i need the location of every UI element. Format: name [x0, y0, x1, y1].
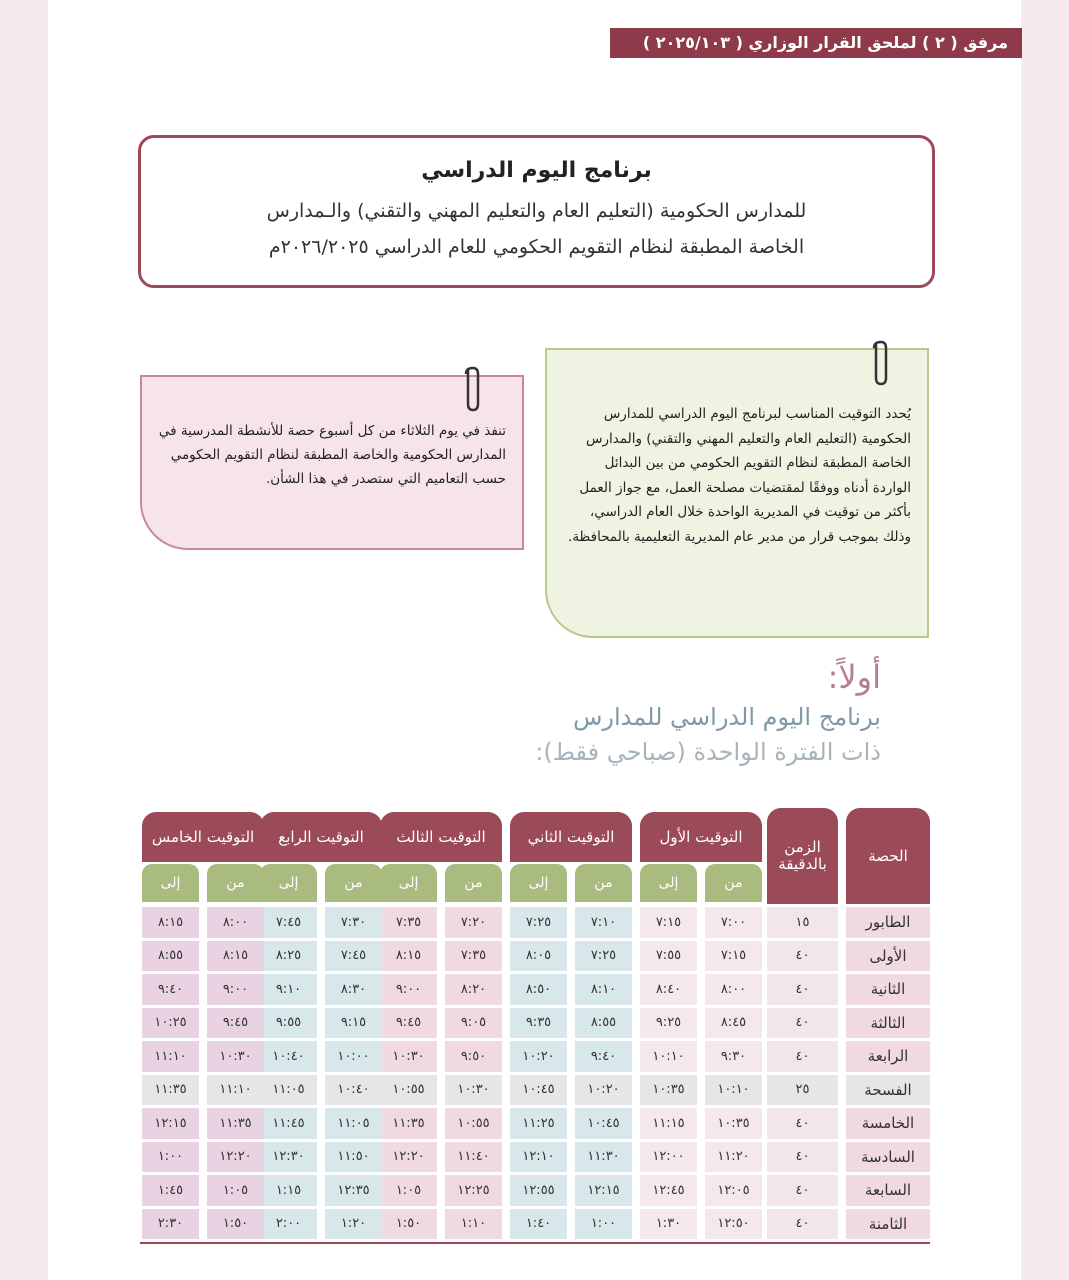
table-cell-to: ٩:٣٥ — [510, 1008, 567, 1039]
table-cell-from: ١٢:٠٥ — [705, 1175, 762, 1206]
table-cell-to: ١٠:٤٠ — [260, 1041, 317, 1072]
table-cell-to: ٩:١٠ — [260, 974, 317, 1005]
table-cell-from: ٨:١٥ — [207, 941, 264, 972]
table-cell-to: ١:٠٠ — [142, 1142, 199, 1173]
table-cell-from: ١٢:١٥ — [575, 1175, 632, 1206]
table-cell-to: ١٠:٣٥ — [640, 1075, 697, 1106]
table-cell-to: ١١:٣٥ — [142, 1075, 199, 1106]
table-row-duration: ٤٠ — [767, 1209, 838, 1240]
annex-banner: مرفق ( ٢ ) لملحق القرار الوزاري ( ٢٠٢٥/١٠٣ ) — [610, 28, 1022, 58]
table-row-period: الخامسة — [846, 1108, 930, 1139]
table-cell-from: ٧:١٥ — [705, 941, 762, 972]
col-header-timing: التوقيت الثالث — [380, 812, 502, 862]
table-cell-from: ١:٥٠ — [207, 1209, 264, 1240]
table-cell-from: ١:٠٠ — [575, 1209, 632, 1240]
col-header-duration: الزمن بالدقيقة — [767, 808, 838, 904]
col-subheader-to: إلى — [380, 864, 437, 902]
table-cell-to: ٧:١٥ — [640, 907, 697, 938]
table-row-duration: ٢٥ — [767, 1075, 838, 1106]
table-cell-to: ٨:٥٥ — [142, 941, 199, 972]
table-cell-from: ٧:١٠ — [575, 907, 632, 938]
col-subheader-from: من — [207, 864, 264, 902]
table-cell-from: ١٠:٥٥ — [445, 1108, 502, 1139]
table-cell-from: ٩:٠٥ — [445, 1008, 502, 1039]
table-cell-to: ٢:٠٠ — [260, 1209, 317, 1240]
paperclip-icon — [460, 364, 486, 414]
table-cell-to: ٩:٤٥ — [380, 1008, 437, 1039]
table-cell-from: ١٠:٢٠ — [575, 1075, 632, 1106]
title-line-1: للمدارس الحكومية (التعليم العام والتعليم المهني والتقني) والـمدارس — [266, 200, 807, 222]
col-subheader-to: إلى — [142, 864, 199, 902]
table-cell-to: ٩:٤٠ — [142, 974, 199, 1005]
table-cell-from: ٨:٠٠ — [207, 907, 264, 938]
table-cell-to: ١٢:٤٥ — [640, 1175, 697, 1206]
table-cell-from: ١١:٥٠ — [325, 1142, 382, 1173]
table-cell-to: ٨:٤٠ — [640, 974, 697, 1005]
table-cell-to: ١١:٢٥ — [510, 1108, 567, 1139]
table-cell-from: ٨:٠٠ — [705, 974, 762, 1005]
section-heading: أولاً: — [827, 658, 881, 696]
table-cell-from: ٨:٤٥ — [705, 1008, 762, 1039]
table-cell-to: ١٠:٤٥ — [510, 1075, 567, 1106]
table-cell-from: ١:٠٥ — [207, 1175, 264, 1206]
note-timing-text: يُحدد التوقيت المناسب لبرنامج اليوم الدراسي للمدارس الحكومية (التعليم العام والتعليم المهني والتقني) والمدارس الخاصة المطبقة لنظام التقويم الحكومي من بين البدائل الواردة أدناه ووفقًا لمقتضيات مصلحة العمل، مع جواز العمل بأكثر من توقيت في المديرية الواحدة خلال العام الدراسي، وذلك بموجب قرار من مدير عام المديرية التعليمية بالمحافظة. — [568, 406, 911, 545]
col-subheader-from: من — [445, 864, 502, 902]
table-cell-from: ١٠:٤٠ — [325, 1075, 382, 1106]
table-cell-from: ٩:٤٠ — [575, 1041, 632, 1072]
table-cell-to: ٨:٥٠ — [510, 974, 567, 1005]
table-cell-from: ٨:١٠ — [575, 974, 632, 1005]
table-row-period: الأولى — [846, 941, 930, 972]
table-cell-to: ١:٤٠ — [510, 1209, 567, 1240]
table-cell-from: ٧:٢٥ — [575, 941, 632, 972]
table-row-period: الثالثة — [846, 1008, 930, 1039]
table-cell-to: ١١:١٠ — [142, 1041, 199, 1072]
table-cell-from: ٩:٤٥ — [207, 1008, 264, 1039]
table-cell-from: ١٢:٢٥ — [445, 1175, 502, 1206]
table-cell-to: ١:٥٠ — [380, 1209, 437, 1240]
table-row-period: الرابعة — [846, 1041, 930, 1072]
table-cell-to: ١:٠٥ — [380, 1175, 437, 1206]
table-cell-to: ٢:٣٠ — [142, 1209, 199, 1240]
table-cell-to: ١٠:٢٠ — [510, 1041, 567, 1072]
table-cell-from: ٩:٠٠ — [207, 974, 264, 1005]
table-row-duration: ٤٠ — [767, 1008, 838, 1039]
table-cell-from: ١١:٣٥ — [207, 1108, 264, 1139]
table-bottom-rule — [140, 1242, 930, 1244]
table-cell-from: ١٠:١٠ — [705, 1075, 762, 1106]
table-cell-to: ١٢:٠٠ — [640, 1142, 697, 1173]
col-header-timing: التوقيت الأول — [640, 812, 762, 862]
table-row-period: الثانية — [846, 974, 930, 1005]
table-cell-from: ٧:٣٥ — [445, 941, 502, 972]
col-subheader-from: من — [575, 864, 632, 902]
table-row-duration: ٤٠ — [767, 1108, 838, 1139]
table-cell-from: ٩:٥٠ — [445, 1041, 502, 1072]
title-box — [138, 135, 935, 288]
title-line-2: الخاصة المطبقة لنظام التقويم الحكومي للعام الدراسي ٢٠٢٦/٢٠٢٥م — [268, 236, 805, 258]
table-row-duration: ٤٠ — [767, 1041, 838, 1072]
table-cell-from: ١١:٠٥ — [325, 1108, 382, 1139]
table-cell-from: ٧:٢٠ — [445, 907, 502, 938]
table-cell-to: ١٢:٥٥ — [510, 1175, 567, 1206]
table-cell-to: ٩:٥٥ — [260, 1008, 317, 1039]
table-cell-from: ١١:٢٠ — [705, 1142, 762, 1173]
table-cell-to: ٧:٢٥ — [510, 907, 567, 938]
table-cell-from: ١٢:٥٠ — [705, 1209, 762, 1240]
col-subheader-to: إلى — [640, 864, 697, 902]
table-cell-from: ٧:٣٠ — [325, 907, 382, 938]
note-timing — [545, 348, 929, 638]
table-cell-from: ١٠:٣٥ — [705, 1108, 762, 1139]
table-cell-to: ٩:٠٠ — [380, 974, 437, 1005]
table-cell-to: ١٠:٢٥ — [142, 1008, 199, 1039]
table-cell-to: ١:٤٥ — [142, 1175, 199, 1206]
table-cell-to: ١١:٣٥ — [380, 1108, 437, 1139]
table-cell-to: ١٢:١٠ — [510, 1142, 567, 1173]
table-cell-to: ١:١٥ — [260, 1175, 317, 1206]
paperclip-icon — [868, 338, 894, 388]
table-cell-from: ٧:٤٥ — [325, 941, 382, 972]
table-cell-to: ٧:٤٥ — [260, 907, 317, 938]
table-cell-to: ١١:١٥ — [640, 1108, 697, 1139]
table-cell-to: ٧:٣٥ — [380, 907, 437, 938]
table-cell-from: ١٠:٣٠ — [207, 1041, 264, 1072]
table-cell-to: ١٢:٢٠ — [380, 1142, 437, 1173]
table-cell-to: ٨:١٥ — [380, 941, 437, 972]
table-cell-to: ١٠:٣٠ — [380, 1041, 437, 1072]
col-subheader-to: إلى — [260, 864, 317, 902]
table-row-duration: ١٥ — [767, 907, 838, 938]
col-subheader-from: من — [325, 864, 382, 902]
table-cell-from: ١١:١٠ — [207, 1075, 264, 1106]
table-cell-to: ١٢:١٥ — [142, 1108, 199, 1139]
document-page — [48, 0, 1021, 1280]
col-header-timing: التوقيت الخامس — [142, 812, 264, 862]
table-cell-to: ٨:٢٥ — [260, 941, 317, 972]
table-row-period: الثامنة — [846, 1209, 930, 1240]
table-cell-from: ١:٢٠ — [325, 1209, 382, 1240]
table-row-duration: ٤٠ — [767, 941, 838, 972]
title-heading: برنامج اليوم الدراسي — [421, 158, 652, 183]
table-cell-from: ٨:٢٠ — [445, 974, 502, 1005]
note-activities-text: تنفذ في يوم الثلاثاء من كل أسبوع حصة للأنشطة المدرسية في المدارس الحكومية والخاصة المطبقة لنظام التقويم الحكومي حسب التعاميم التي ستصدر في هذا الشأن. — [158, 423, 506, 487]
table-cell-to: ٨:١٥ — [142, 907, 199, 938]
table-cell-from: ١٠:٣٠ — [445, 1075, 502, 1106]
section-subheading-1: برنامج اليوم الدراسي للمدارس — [573, 703, 881, 731]
table-cell-from: ١٠:٠٠ — [325, 1041, 382, 1072]
col-subheader-to: إلى — [510, 864, 567, 902]
table-cell-from: ٨:٥٥ — [575, 1008, 632, 1039]
table-cell-to: ١:٣٠ — [640, 1209, 697, 1240]
table-cell-to: ٨:٠٥ — [510, 941, 567, 972]
table-cell-from: ١٠:٤٥ — [575, 1108, 632, 1139]
col-header-period: الحصة — [846, 808, 930, 904]
table-row-period: السادسة — [846, 1142, 930, 1173]
table-cell-to: ١٠:١٠ — [640, 1041, 697, 1072]
table-row-period: السابعة — [846, 1175, 930, 1206]
table-cell-from: ٨:٣٠ — [325, 974, 382, 1005]
table-cell-to: ١٠:٥٥ — [380, 1075, 437, 1106]
section-subheading-2: ذات الفترة الواحدة (صباحي فقط): — [535, 738, 881, 766]
table-cell-to: ١١:٠٥ — [260, 1075, 317, 1106]
col-header-timing: التوقيت الثاني — [510, 812, 632, 862]
table-row-period: الفسحة — [846, 1075, 930, 1106]
table-cell-from: ٧:٠٠ — [705, 907, 762, 938]
table-cell-from: ٩:١٥ — [325, 1008, 382, 1039]
table-row-duration: ٤٠ — [767, 1175, 838, 1206]
table-cell-from: ١١:٤٠ — [445, 1142, 502, 1173]
table-cell-from: ٩:٣٠ — [705, 1041, 762, 1072]
schedule-table — [140, 808, 930, 1253]
col-subheader-from: من — [705, 864, 762, 902]
table-cell-to: ١١:٤٥ — [260, 1108, 317, 1139]
table-cell-from: ١:١٠ — [445, 1209, 502, 1240]
table-cell-to: ٩:٢٥ — [640, 1008, 697, 1039]
table-row-period: الطابور — [846, 907, 930, 938]
col-header-timing: التوقيت الرابع — [260, 812, 382, 862]
table-cell-to: ٧:٥٥ — [640, 941, 697, 972]
table-row-duration: ٤٠ — [767, 974, 838, 1005]
table-cell-to: ١٢:٣٠ — [260, 1142, 317, 1173]
table-row-duration: ٤٠ — [767, 1142, 838, 1173]
table-cell-from: ١٢:٣٥ — [325, 1175, 382, 1206]
table-cell-from: ١١:٣٠ — [575, 1142, 632, 1173]
table-cell-from: ١٢:٢٠ — [207, 1142, 264, 1173]
